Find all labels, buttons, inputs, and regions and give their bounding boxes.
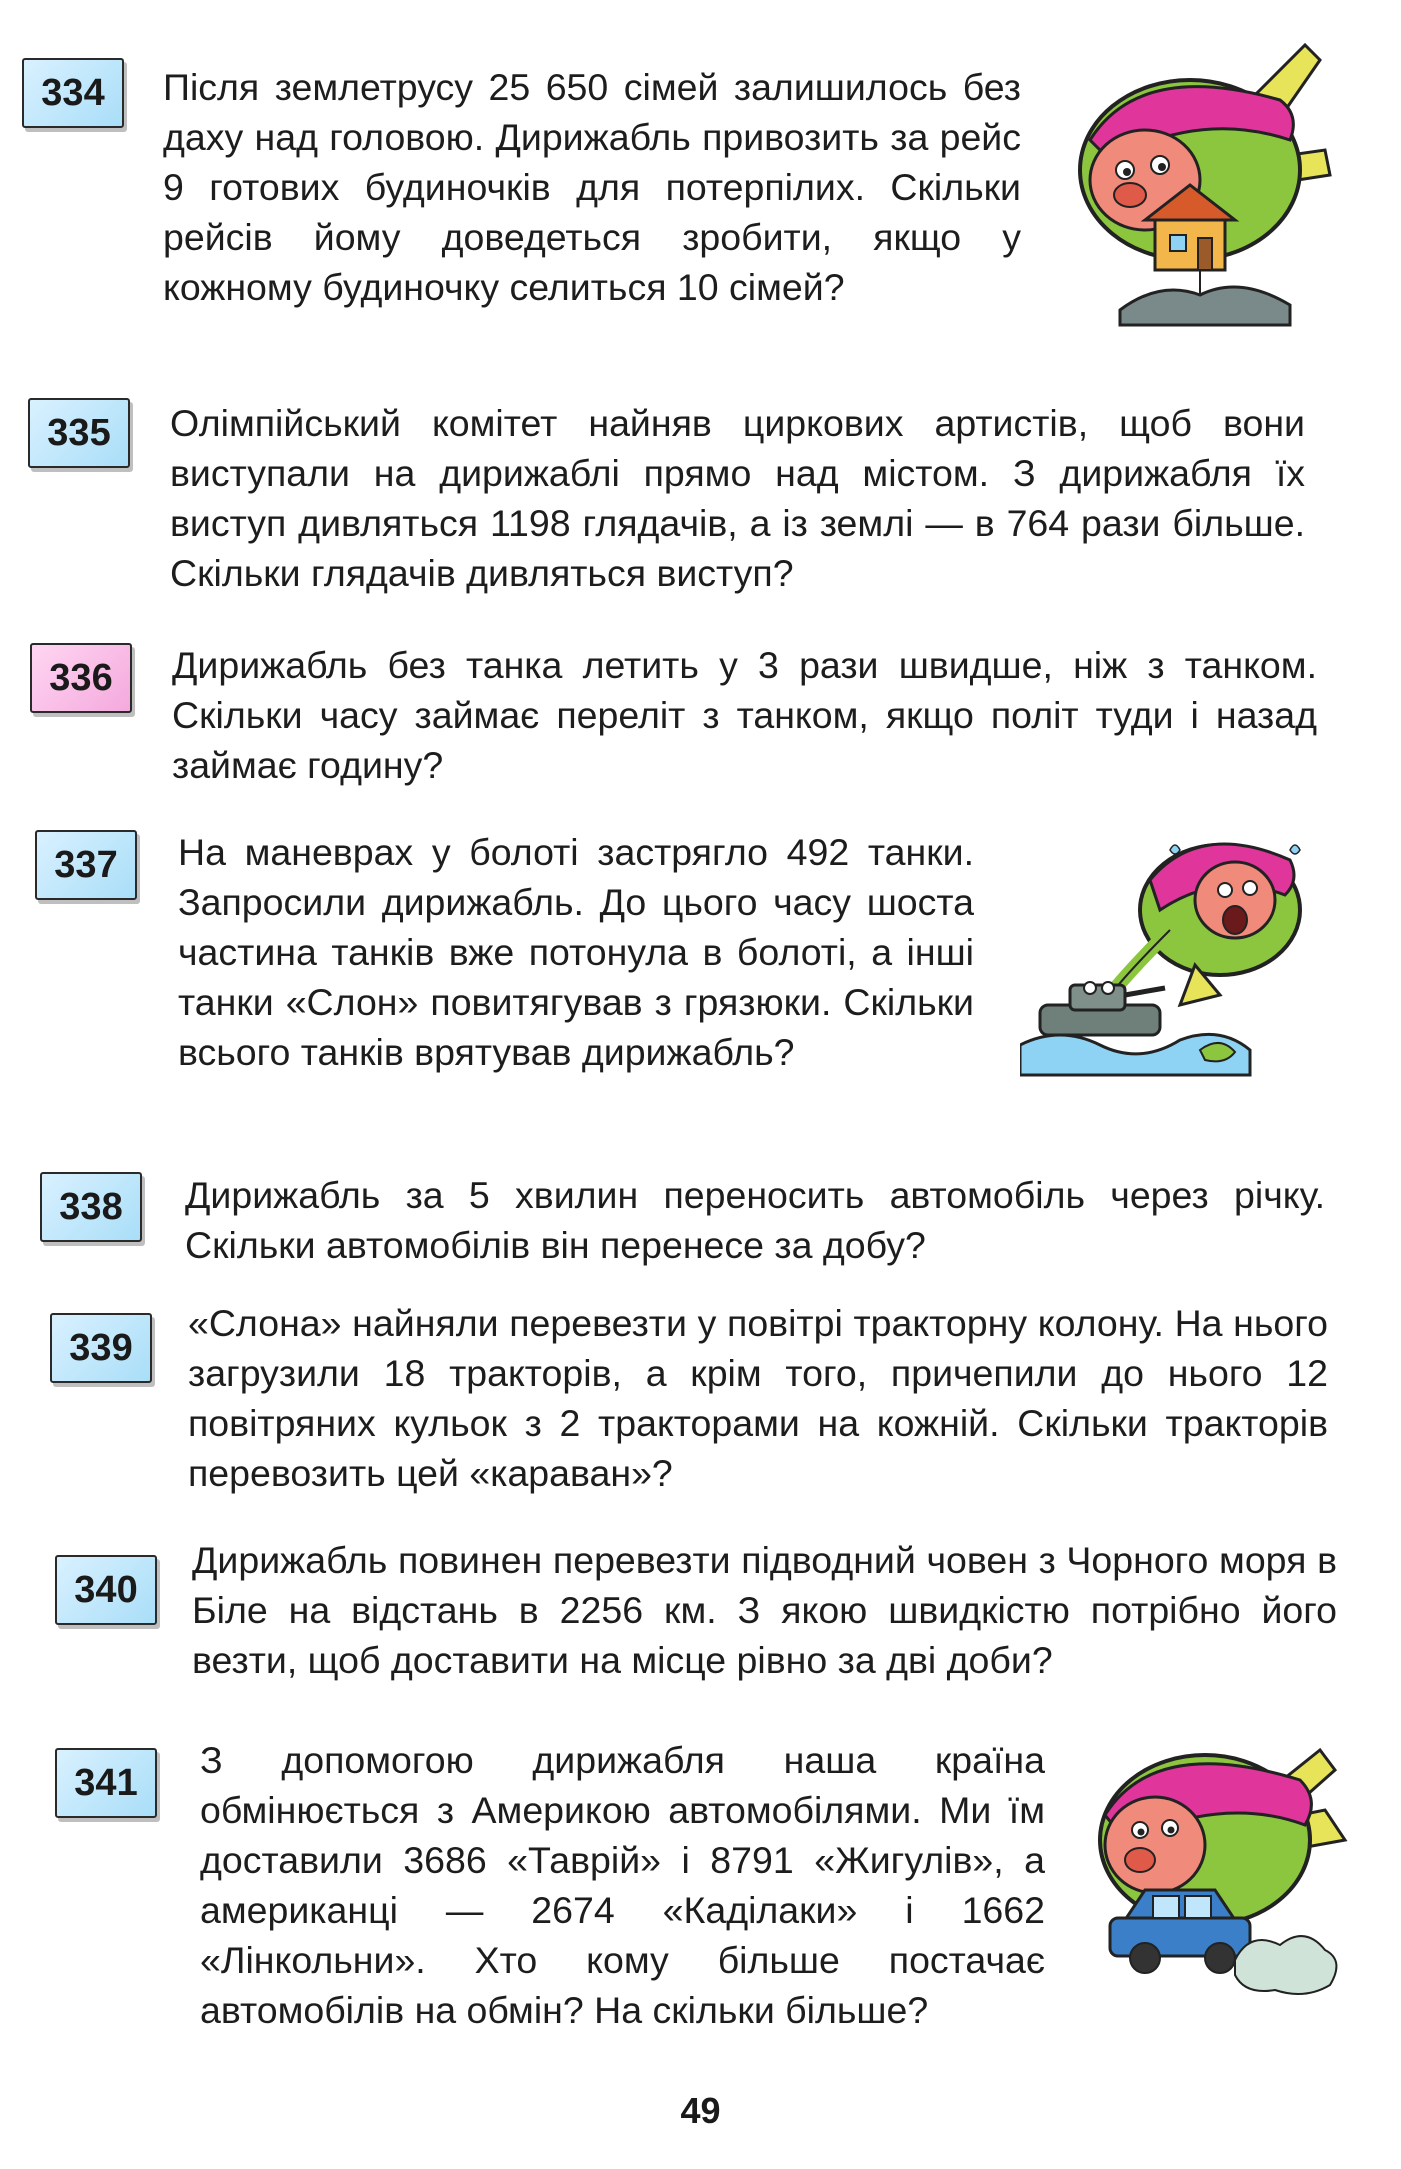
problem-text: Дирижабль без танка летить у 3 рази швидше, ніж з танком. Скільки часу займає переліт з танком, якщо політ туди і назад займає годину? (172, 644, 1317, 786)
problem-number-badge: 337 (35, 830, 137, 900)
problem-text: З допомогою дирижабля наша країна обмінюється з Америкою автомобілями. Ми їм доставили 3686 «Таврій» і 8791 «Жигулів», а американці — 2674 «Каділаки» і 1662 «Лінкольни». Хто кому більше постачає автомобілів на обмін? На скільки більше? (200, 1739, 1045, 2031)
problem-text: На маневрах у болоті застрягло 492 танки. Запросили дирижабль. До цього часу шоста частина танків вже потонула в болоті, а інші танки «Слон» повитягував з грязюки. Скільки всього танків врятував дирижабль? (178, 831, 974, 1073)
page-number: 49 (680, 2090, 721, 2131)
problem-number-badge: 341 (55, 1748, 157, 1818)
problem-text: Після землетрусу 25 650 сімей залишилось без даху над головою. Дирижабль привозить за рейс 9 готових будиночків для потерпілих. Скільки рейсів йому доведеться зробити, якщо у кожному будиночку селиться 10 сімей? (163, 66, 1021, 308)
problem-text: Олімпійський комітет найняв циркових артистів, щоб вони виступали на дирижаблі прямо над містом. З дирижабля їх виступ дивляться 1198 глядачів, а із землі — в 764 рази більше. Скільки глядачів дивляться виступ? (170, 402, 1305, 594)
problem-number-badge: 340 (55, 1555, 157, 1625)
problem-text: «Слона» найняли перевезти у повітрі тракторну колону. На нього загрузили 18 тракторів, а крім того, причепили до нього 12 повітряних кульок з 2 тракторами на кожній. Скільки тракторів перевозить цей «караван»? (188, 1302, 1328, 1494)
problem-number-badge: 339 (50, 1313, 152, 1383)
airship-car-illustration (1075, 1730, 1355, 2010)
problem-number-badge: 335 (28, 398, 130, 468)
airship-tank-illustration (1020, 820, 1320, 1090)
problem-number-badge: 336 (30, 643, 132, 713)
problem-number-badge: 338 (40, 1172, 142, 1242)
problem-text: Дирижабль за 5 хвилин переносить автомобіль через річку. Скільки автомобілів він перенесе за добу? (185, 1174, 1325, 1266)
airship-house-illustration (1050, 40, 1340, 340)
problem-number-badge: 334 (22, 58, 124, 128)
problem-text: Дирижабль повинен перевезти підводний човен з Чорного моря в Біле на відстань в 2256 км. З якою швидкістю потрібно його везти, щоб доставити на місце рівно за дві доби? (192, 1539, 1337, 1681)
